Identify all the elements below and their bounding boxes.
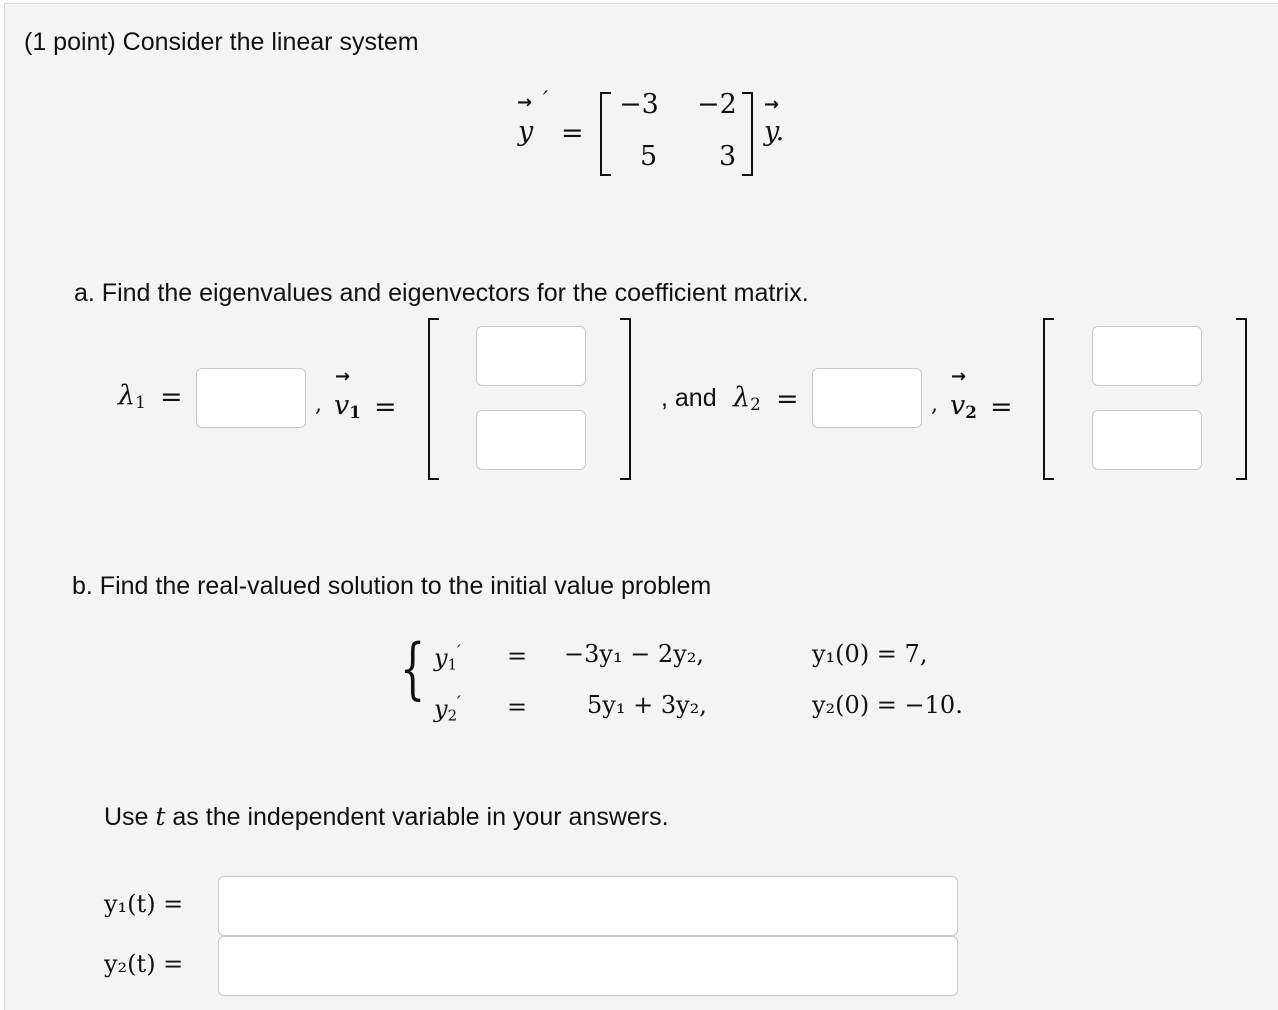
eq1-initial-condition: y₁(0) = 7, bbox=[812, 640, 928, 668]
left-brace: { bbox=[400, 630, 426, 707]
v2-top-input[interactable] bbox=[1092, 326, 1202, 386]
eq2-initial-condition: y₂(0) = −10. bbox=[812, 691, 963, 719]
matrix-a22: 3 bbox=[719, 141, 737, 172]
lambda2-equals: = bbox=[776, 384, 799, 415]
y1-answer-input[interactable] bbox=[218, 876, 958, 936]
v1-label: $v_1$ bbox=[334, 390, 361, 423]
v2-bottom-input[interactable] bbox=[1092, 410, 1202, 470]
instruction-text: Use t as the independent variable in your answers. bbox=[104, 802, 669, 831]
eq1-lhs: $y_1'$ bbox=[434, 641, 461, 674]
lambda1-label: $\lambda_1$ bbox=[118, 380, 146, 413]
y1-label: y₁(t) = bbox=[104, 890, 184, 918]
matrix-a21: 5 bbox=[640, 141, 658, 172]
vector-arrow-icon: → bbox=[335, 366, 351, 387]
v1-bottom-input[interactable] bbox=[476, 410, 586, 470]
matrix-a12: −2 bbox=[697, 89, 737, 120]
lambda2-label: $\lambda_2$ bbox=[733, 382, 761, 415]
v2-right-bracket bbox=[1236, 318, 1247, 480]
eq2-equals: = bbox=[507, 693, 528, 721]
lambda1-input[interactable] bbox=[196, 368, 306, 428]
lambda2-input[interactable] bbox=[812, 368, 922, 428]
and-text: , and bbox=[661, 384, 717, 412]
vector-arrow-icon: → bbox=[517, 92, 533, 113]
y2-answer-input[interactable] bbox=[218, 936, 958, 996]
v2-left-bracket bbox=[1043, 318, 1054, 480]
v1-equals: = bbox=[374, 392, 397, 423]
system-equals: = bbox=[561, 118, 584, 149]
v1-comma: , bbox=[315, 392, 322, 417]
system-lhs-var: y bbox=[518, 116, 534, 147]
matrix-left-bracket bbox=[600, 92, 611, 176]
vector-arrow-icon: → bbox=[951, 366, 967, 387]
matrix-right-bracket bbox=[742, 92, 753, 176]
part-b-prompt: b. Find the real-valued solution to the initial value problem bbox=[72, 572, 712, 600]
vector-arrow-icon: → bbox=[764, 94, 780, 115]
eq2-lhs: $y_2'$ bbox=[434, 692, 461, 725]
problem-intro: (1 point) Consider the linear system bbox=[24, 28, 419, 56]
system-rhs-var: y. bbox=[764, 116, 785, 147]
prime-mark: ′ bbox=[543, 88, 548, 113]
matrix-a11: −3 bbox=[619, 89, 659, 120]
part-a-prompt: a. Find the eigenvalues and eigenvectors for the coefficient matrix. bbox=[74, 279, 809, 307]
eq1-equals: = bbox=[507, 642, 528, 670]
lambda1-equals: = bbox=[160, 382, 183, 413]
v1-right-bracket bbox=[620, 318, 631, 480]
v2-equals: = bbox=[990, 392, 1013, 423]
eq1-rhs: −3y₁ − 2y₂, bbox=[564, 640, 705, 668]
y2-label: y₂(t) = bbox=[104, 950, 184, 978]
v2-comma: , bbox=[931, 392, 938, 417]
v1-top-input[interactable] bbox=[476, 326, 586, 386]
eq2-rhs: 5y₁ + 3y₂, bbox=[587, 691, 707, 719]
v1-left-bracket bbox=[428, 318, 439, 480]
v2-label: $v_2$ bbox=[950, 390, 977, 423]
